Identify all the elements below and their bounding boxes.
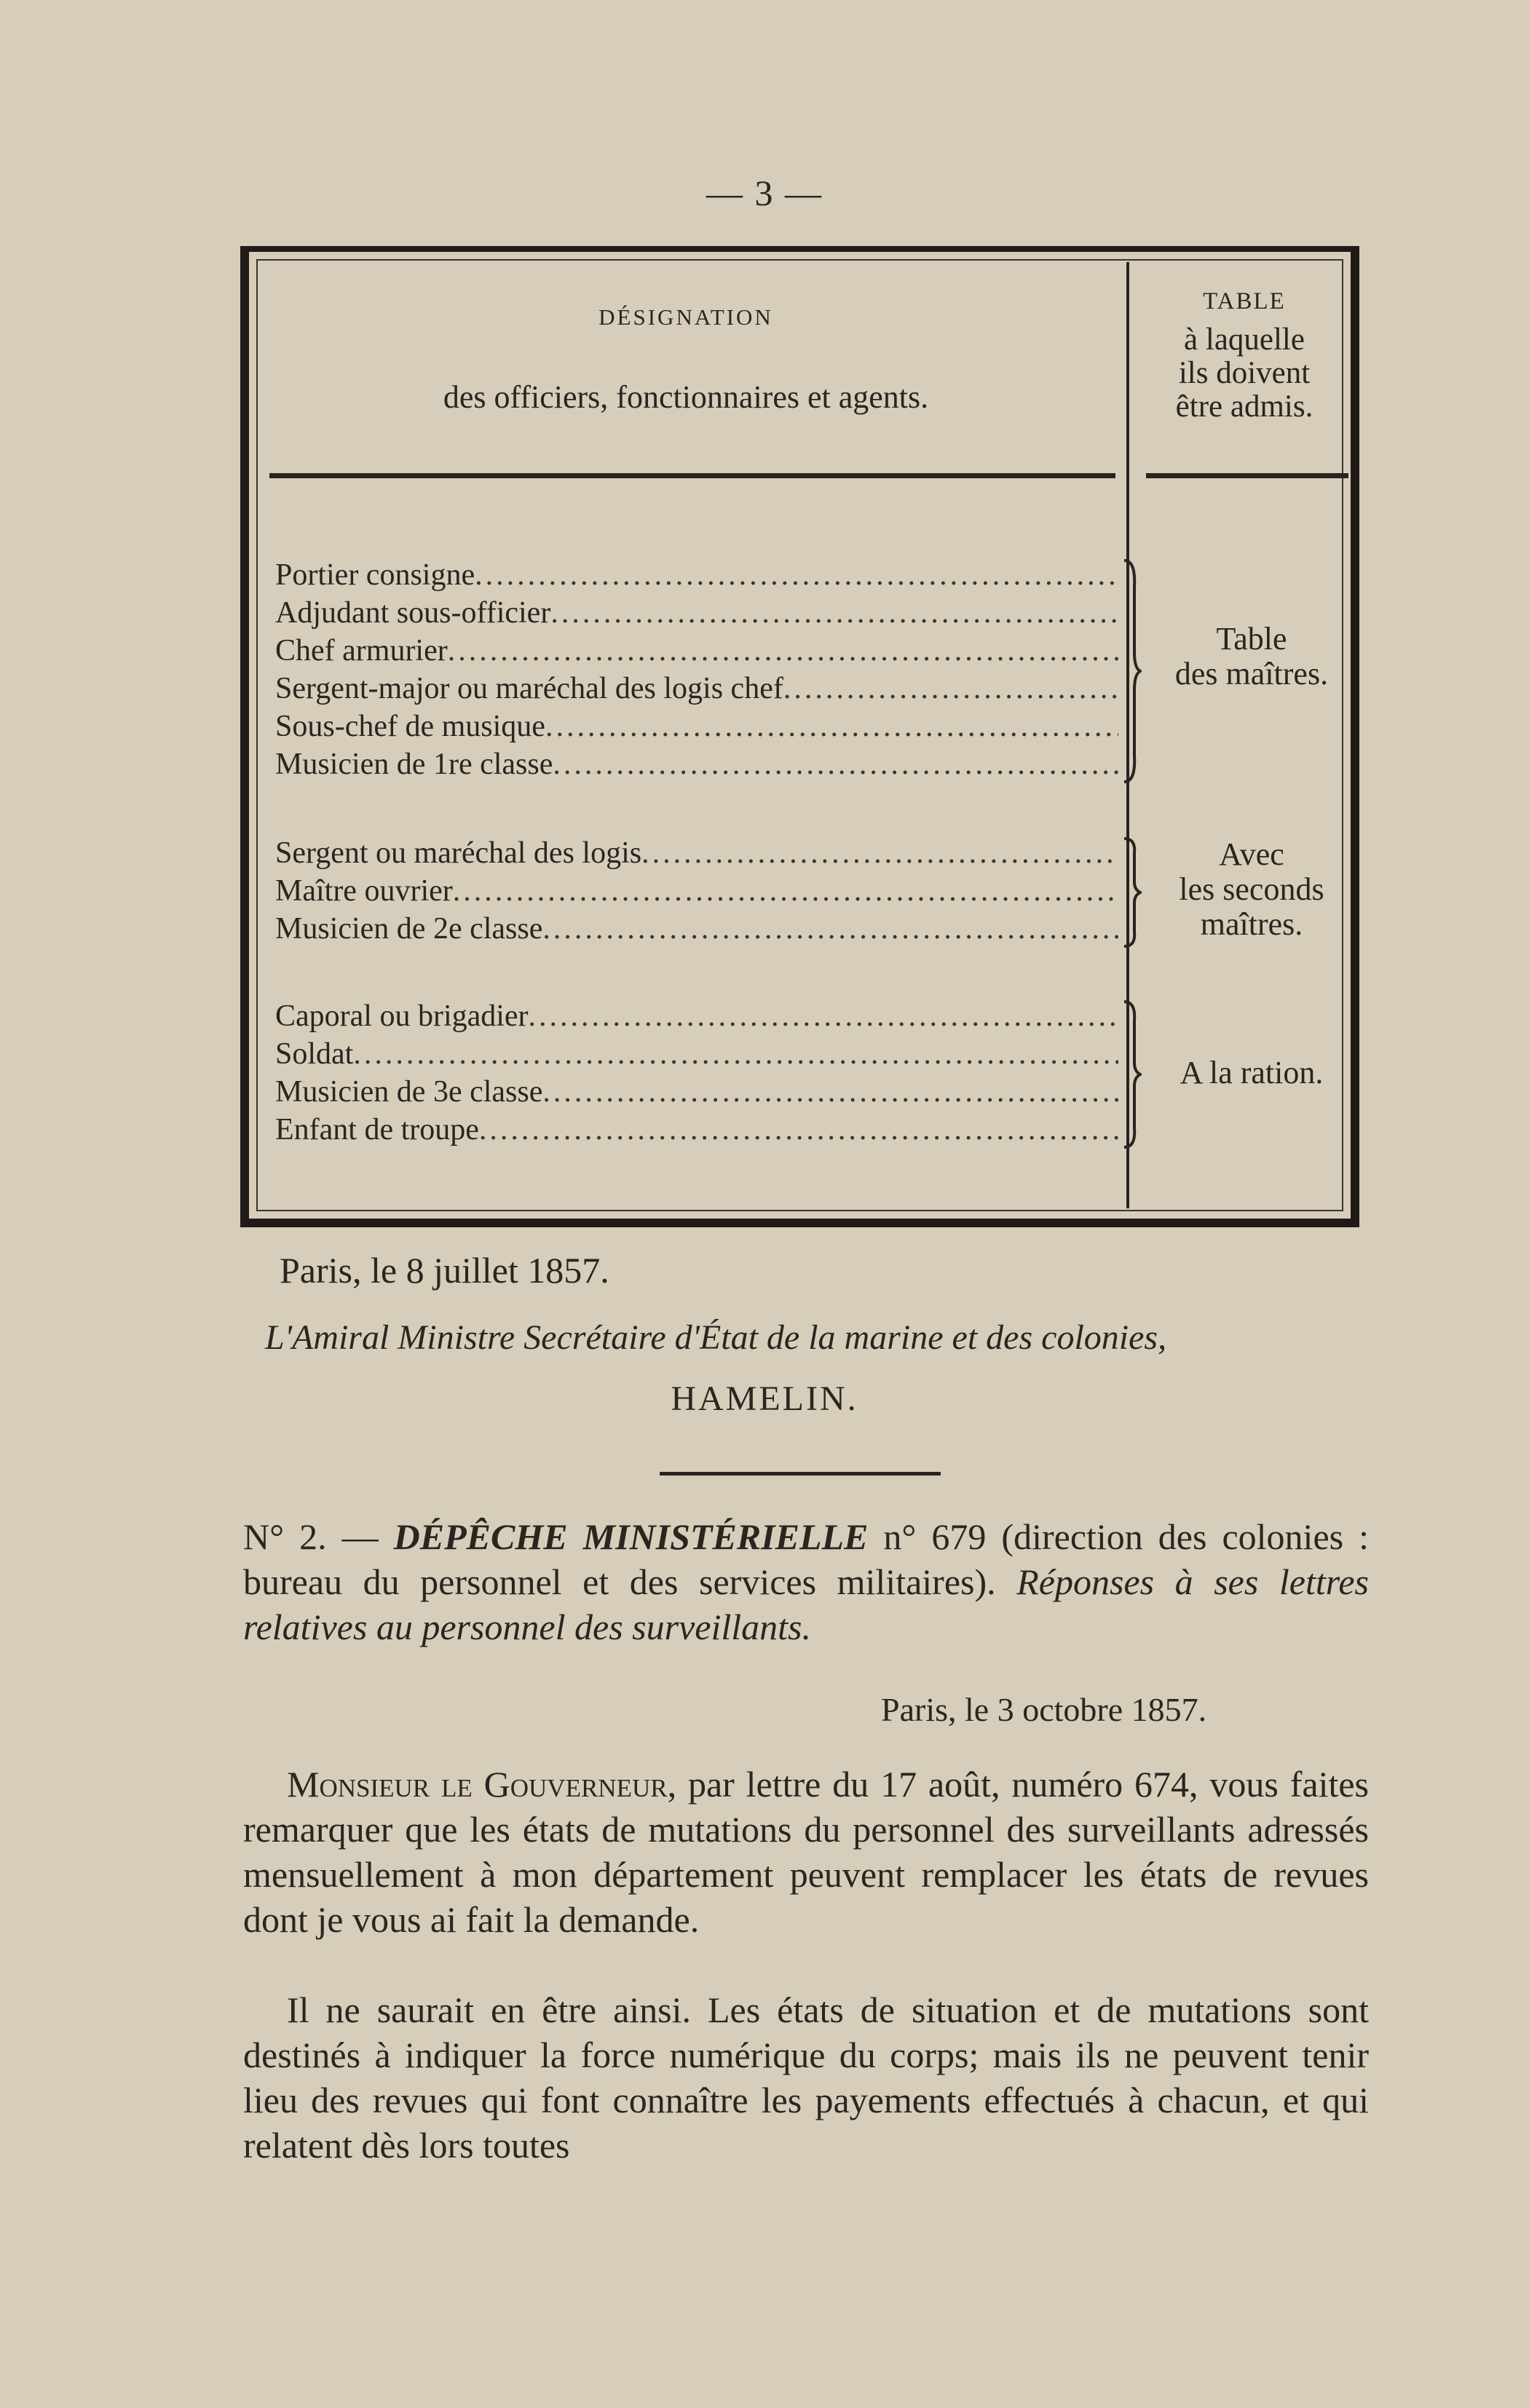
paragraph-2-text: Il ne saurait en être ainsi. Les états de situation et de mutations sont destinés à indiquer la force numérique du corps; mais ils ne peuvent tenir lieu des revues qui font connaître les payements effectués à chacun, et qui relatent dès lors toutes [243,1989,1369,2166]
table-row [275,1111,1118,1149]
dispatch-paragraph-2 [243,1987,1369,2168]
row-label: Sous-chef de musique [275,710,545,743]
table-group-second-masters [275,834,1118,948]
header-designation-title: DÉSIGNATION [598,304,773,330]
leader-dots [542,910,1118,948]
signatory-name: HAMELIN. [671,1379,858,1418]
table-group-ration [275,997,1118,1149]
paragraph-1-text: , par lettre du 17 août, numéro 674, vous faites remarquer que les états de mutations du personnel des surveillants adressés mensuellement à mon département peuvent remplacer les états de revues dont je vous ai fait la demande. [243,1764,1370,1940]
leader-dots [353,1035,1118,1073]
table-row [275,632,1118,670]
leader-dots [479,1111,1118,1149]
leader-dots [783,670,1118,708]
group-label-second-masters [1146,837,1357,942]
row-label: Chef armurier [275,634,448,668]
leader-dots [553,745,1118,783]
dispatch-dash: — [326,1516,394,1557]
table-row [275,997,1118,1035]
row-label: Maître ouvrier [275,874,453,908]
table-row [275,1035,1118,1073]
header-table-subtitle-line: à laquelle [1184,322,1305,357]
group-label-line: A la ration. [1180,1055,1324,1090]
dispatch-title: DÉPÊCHE MINISTÉRIELLE [393,1516,869,1557]
page-number: — 3 — [706,173,823,213]
group-label-line: maîtres. [1200,906,1303,942]
leader-dots [448,632,1118,670]
dispatch-heading [243,1514,1369,1649]
table-group-masters [275,556,1118,783]
brace-group-2 [1120,836,1142,949]
dispatch-number: N° 2. [243,1516,327,1557]
header-table-subtitle-line: être admis. [1175,389,1313,424]
personnel-table [240,246,1359,1227]
row-label: Sergent-major ou maréchal des logis chef [275,672,783,705]
table-row [275,834,1118,872]
brace-group-3 [1120,999,1142,1150]
row-label: Adjudant sous-officier [275,596,551,630]
section-separator [660,1472,941,1476]
signatory-title: L'Amiral Ministre Secrétaire d'État de la marine et des colonies, [265,1318,1167,1357]
brace-group-1 [1120,558,1142,785]
row-label: Musicien de 2e classe [275,912,543,946]
group-label-line: Avec [1219,836,1284,872]
row-label: Enfant de troupe [275,1113,479,1146]
salutation: Monsieur le Gouverneur [287,1764,668,1805]
row-label: Soldat [275,1037,354,1071]
group-label-line: des maîtres. [1174,656,1329,692]
leader-dots [453,872,1118,910]
leader-dots [550,594,1118,632]
table-row [275,745,1118,783]
header-table-title: TABLE [1203,288,1286,314]
dispatch-date: Paris, le 3 octobre 1857. [881,1691,1207,1728]
row-label: Sergent ou maréchal des logis [275,836,642,870]
dispatch-paragraph-1 [243,1762,1369,1942]
group-label-line: Table [1216,621,1287,657]
table-row [275,910,1118,948]
leader-dots [475,556,1118,594]
header-table-subtitle-line: ils doivent [1178,356,1311,390]
table-row [275,1073,1118,1111]
leader-dots [542,1073,1118,1111]
leader-dots [529,997,1118,1035]
header-designation-subtitle: des officiers, fonctionnaires et agents. [443,379,929,415]
leader-dots [545,708,1118,745]
row-label: Caporal ou brigadier [275,999,529,1033]
closing-date: Paris, le 8 juillet 1857. [280,1250,609,1291]
row-label: Musicien de 3e classe [275,1075,543,1109]
group-label-ration [1146,1056,1357,1090]
table-row [275,594,1118,632]
row-label: Musicien de 1re classe [275,748,553,781]
table-row [275,670,1118,708]
group-label-line: les seconds [1179,871,1324,907]
header-table-subtitle [1131,323,1357,424]
row-label: Portier consigne [275,558,475,592]
table-row [275,872,1118,910]
dispatch-reference: n° 679 (direction des colonies : bureau du personnel et des services militaires). [243,1516,1369,1602]
dispatch-subject: Réponses à ses lettres relatives au personnel des surveillants. [243,1561,1369,1647]
header-rule-left [269,473,1115,478]
leader-dots [641,834,1118,872]
group-label-masters [1146,622,1357,692]
table-row [275,556,1118,594]
table-row [275,708,1118,745]
header-rule-right [1146,473,1348,478]
